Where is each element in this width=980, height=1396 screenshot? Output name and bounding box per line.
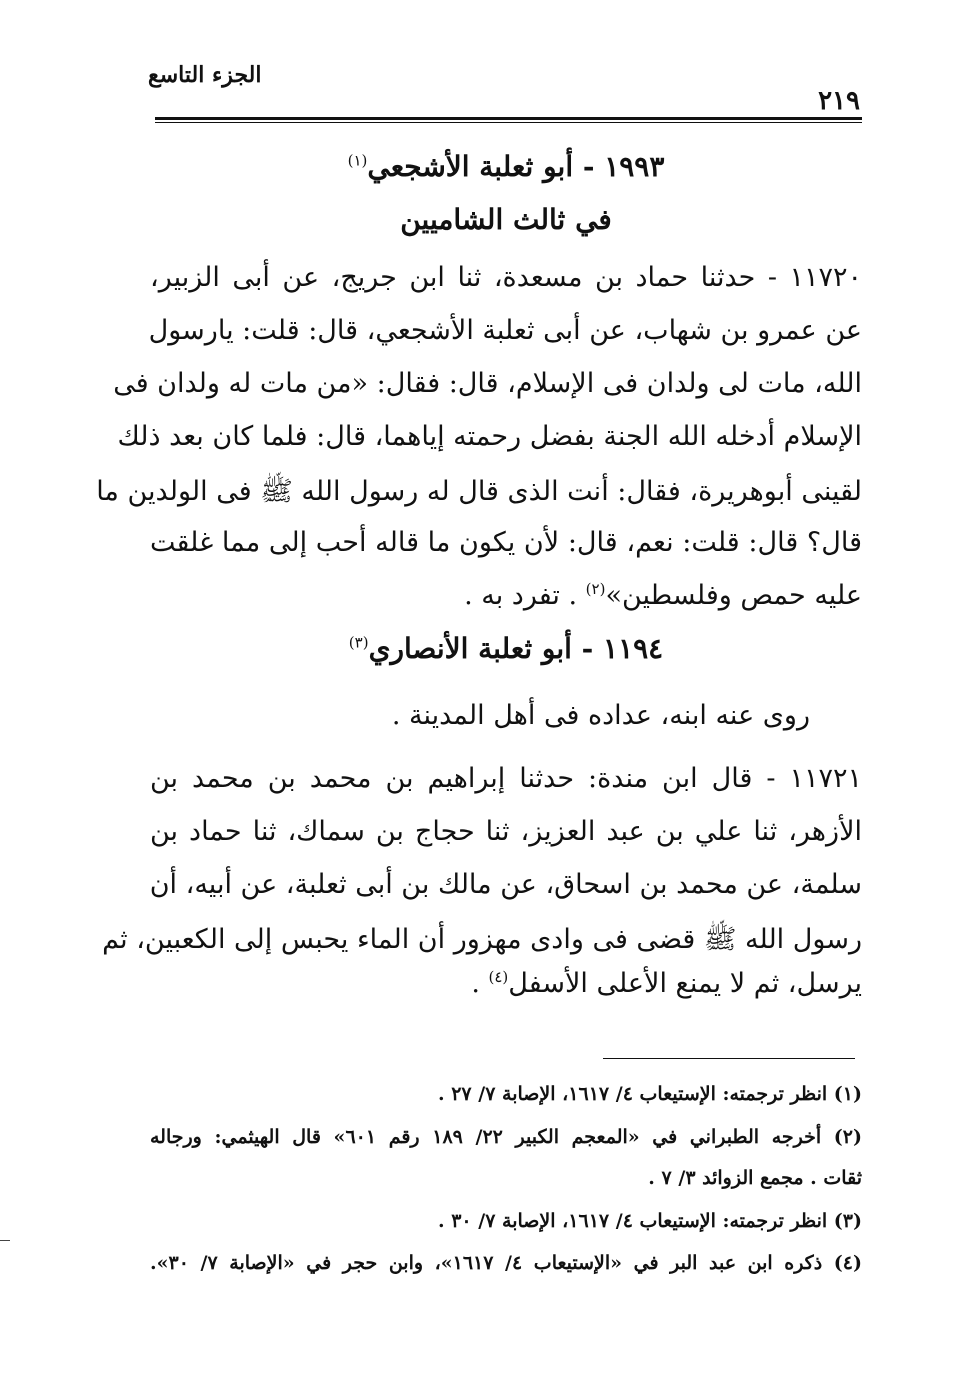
text-line: عن عمرو بن شهاب، عن أبى ثعلبة الأشجعي، قال: قلت: يارسول — [148, 315, 862, 346]
footnote-ref: (٤) — [488, 968, 509, 986]
header-rule — [155, 117, 862, 120]
text-line: سلمة، عن محمد بن اسحاق، عن مالك بن أبى ثعلبة، عن أبيه، أن — [149, 869, 862, 900]
footnote: (٣) انظر ترجمته: الإستيعاب ٤/ ١٦١٧، الإصابة ٧/ ٣٠ . — [437, 1210, 862, 1232]
footnote: (٢) أخرجه الطبراني في «المعجم الكبير ٢٢/ ١٨٩ رقم ٦٠١» قال الهيثمي: ورجاله — [150, 1126, 862, 1148]
header-rule-thin — [155, 122, 862, 123]
entry-heading — [150, 150, 862, 183]
entry-heading-text: ١١٩٤ - أبو ثعلبة الأنصاري — [368, 632, 664, 665]
text-fragment: يرسل، ثم لا يمنع الأعلى الأسفل — [508, 968, 862, 999]
text-line: ١١٧٢١ - قال ابن مندة: حدثنا إبراهيم بن محمد بن محمد بن — [150, 763, 862, 794]
text-line: رسول الله ﷺ قضى فى وادى مهزور أن الماء يحبس إلى الكعبين، ثم — [102, 924, 862, 955]
text-fragment: . — [471, 968, 480, 999]
text-fragment: . تفرد به . — [464, 580, 578, 611]
footnote-ref: (٣) — [348, 633, 369, 652]
text-line: قال؟ قال: قلت: نعم، قال: لأن يكون ما قاله أحب إلى مما غلقت — [150, 527, 862, 558]
footnote: (٤) ذكره ابن عبد البر في «الإستيعاب ٤/ ١٦١٧»، وابن حجر في «الإصابة ٧/ ٣٠». — [150, 1252, 862, 1274]
text-fragment: عليه حمص وفلسطين» — [605, 580, 862, 611]
entry-heading-text: ١٩٩٣ - أبو ثعلبة الأشجعي — [367, 150, 665, 183]
footnote-ref: (٢) — [585, 580, 606, 598]
text-line: ١١٧٢٠ - حدثنا حماد بن مسعدة، ثنا ابن جريج، عن أبى الزبير، — [150, 262, 862, 293]
text-line-intro: روى عنه ابنه، عداده فى أهل المدينة . — [391, 700, 810, 731]
entry-subheading: في ثالث الشاميين — [400, 203, 612, 236]
entry-heading — [150, 632, 862, 665]
footnote-separator — [603, 1058, 855, 1059]
page-number: ٢١٩ — [818, 86, 860, 116]
footnote-continuation: ثقات . مجمع الزوائد ٣/ ٧ . — [648, 1167, 862, 1189]
running-title: الجزء التاسع — [148, 62, 262, 88]
text-line: الإسلام أدخله الله الجنة بفضل رحمته إياهما، قال: فلما كان بعد ذلك — [117, 421, 862, 452]
text-line: الله، مات لى ولدان فى الإسلام، قال: فقال: «من مات له ولدان فى — [113, 368, 862, 399]
text-line-last — [150, 968, 862, 999]
footnote: (١) انظر ترجمته: الإستيعاب ٤/ ١٦١٧، الإصابة ٧/ ٢٧ . — [437, 1083, 862, 1105]
text-line: لقينى أبوهريرة، فقال: أنت الذى قال له رسول الله ﷺ فى الولدين ما — [96, 476, 862, 507]
text-line: الأزهر، ثنا علي بن عبد العزيز، ثنا حجاج بن سماك، ثنا حماد بن — [150, 816, 862, 847]
footnote-ref: (١) — [347, 151, 368, 170]
scan-artifact — [0, 1240, 10, 1241]
text-line-last — [150, 580, 862, 611]
